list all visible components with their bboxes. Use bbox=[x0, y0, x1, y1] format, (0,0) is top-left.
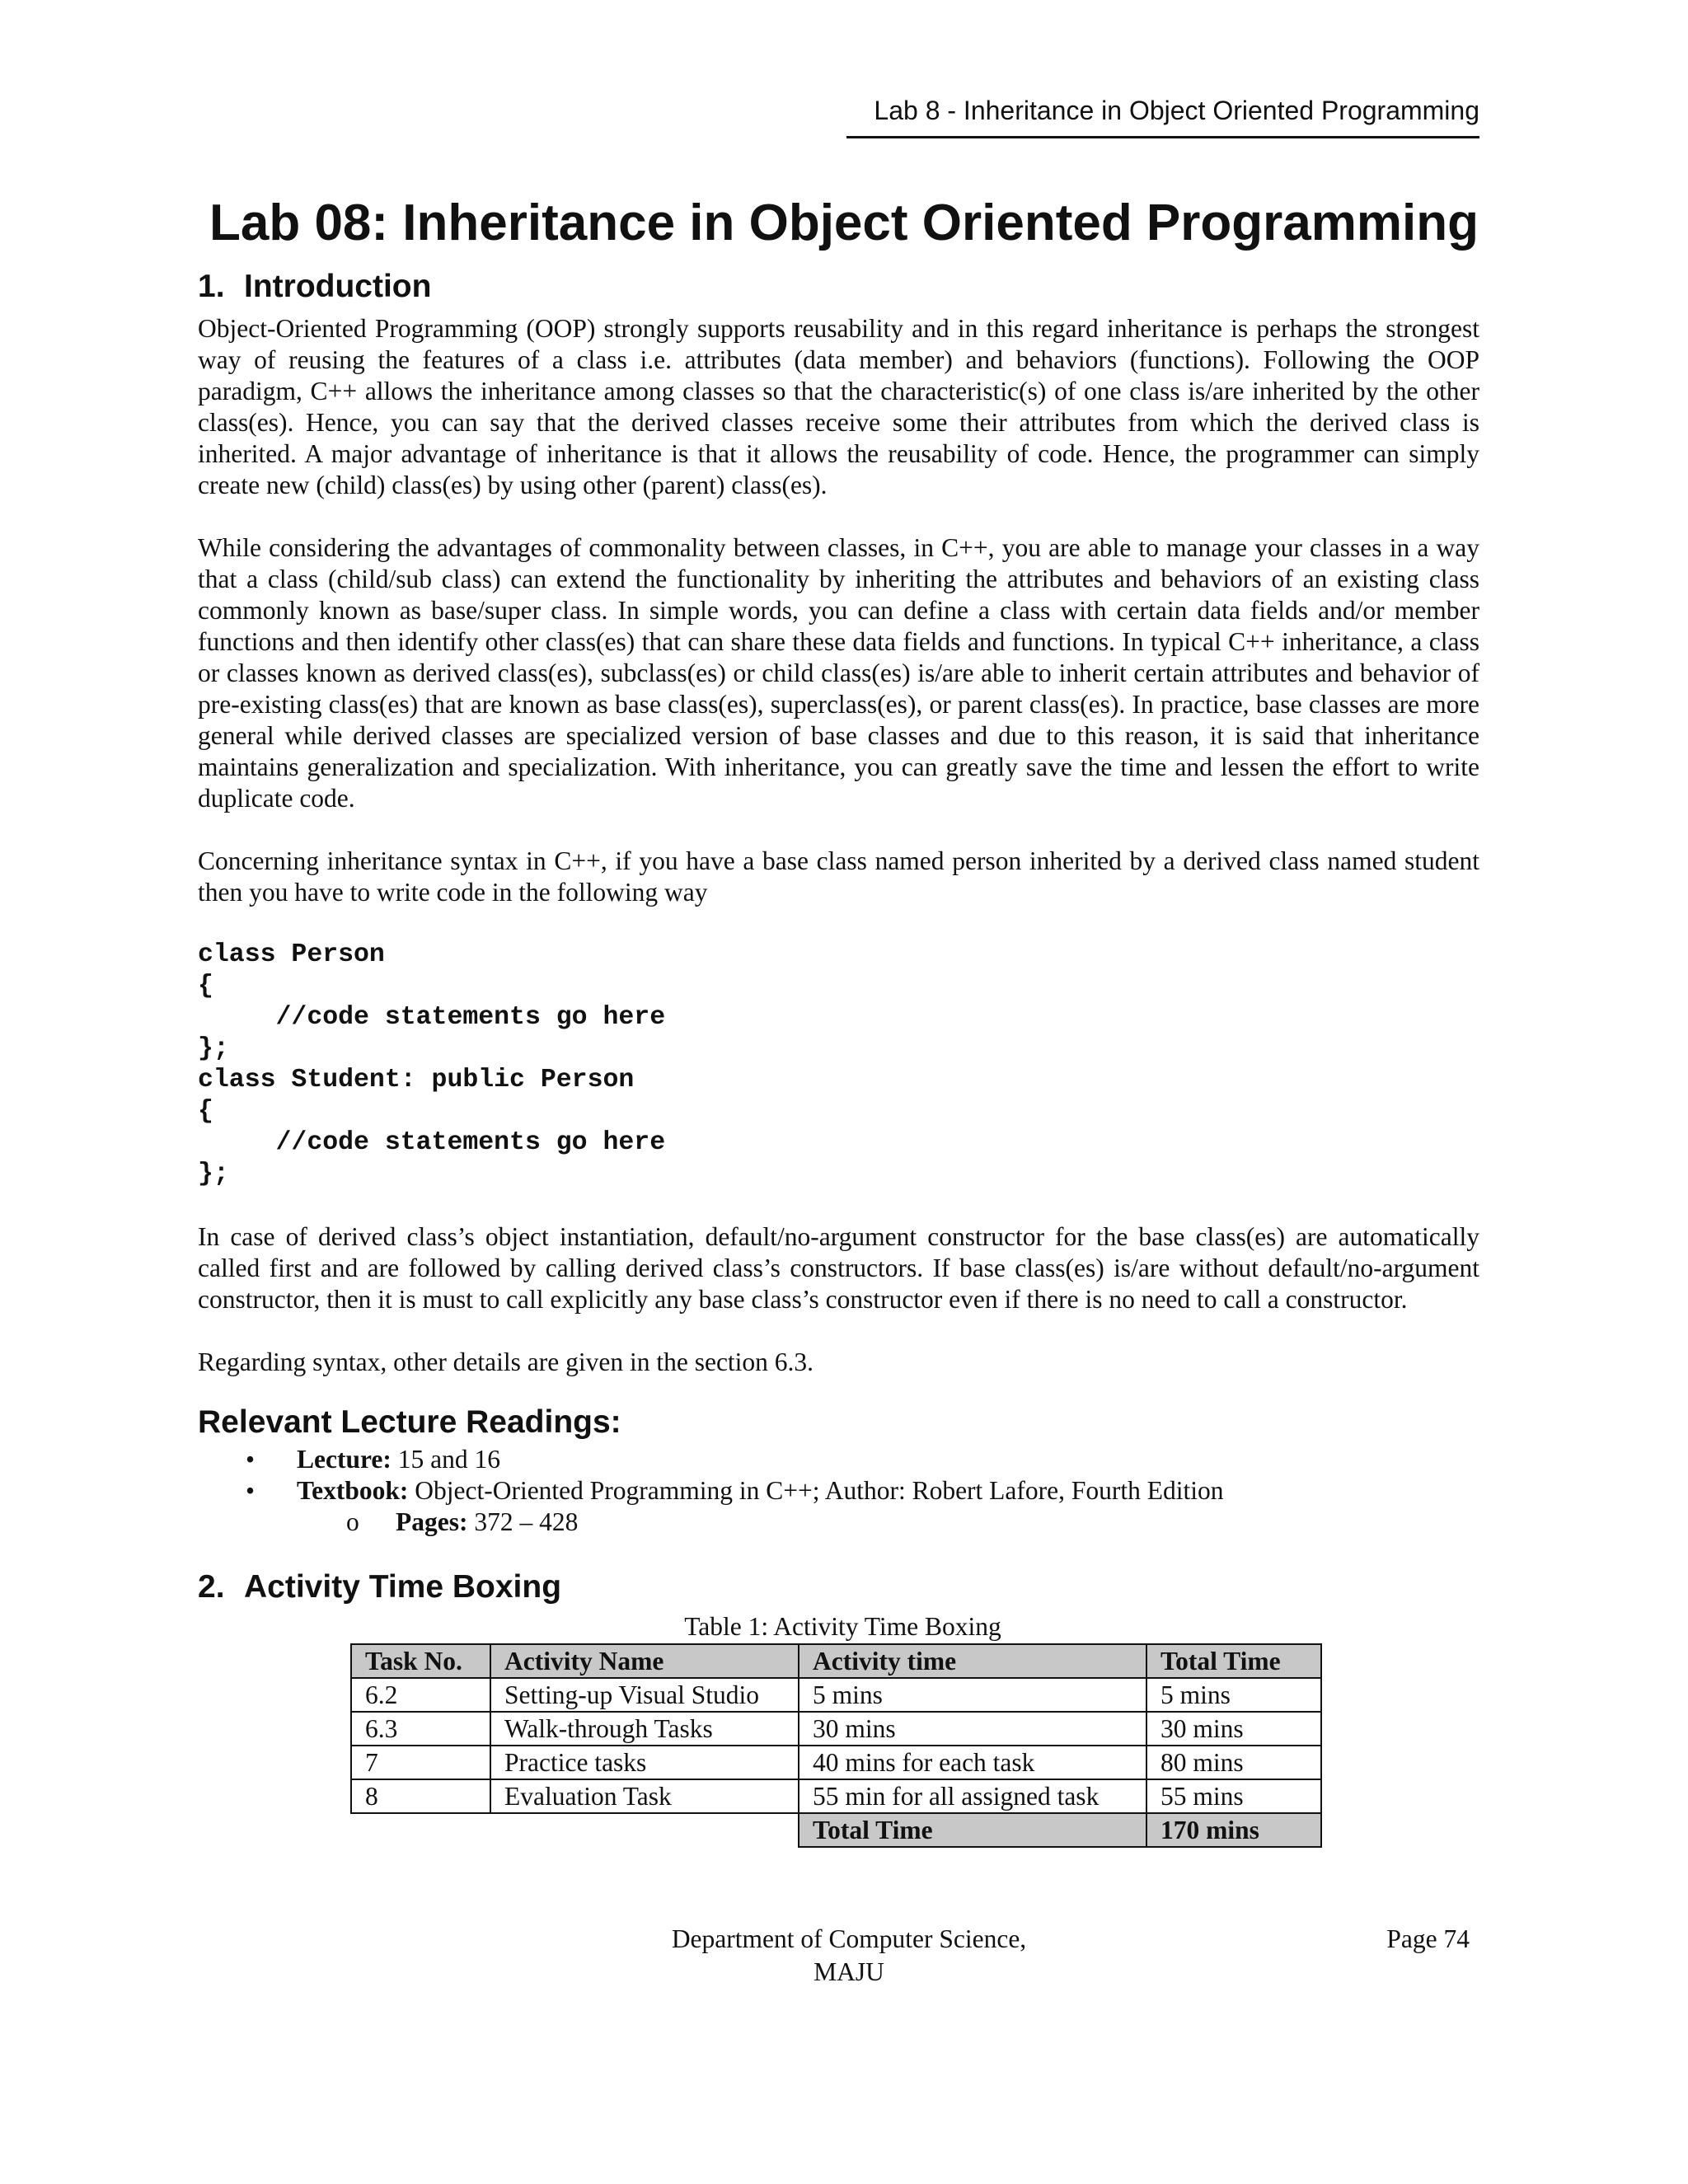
intro-paragraph-3: Concerning inheritance syntax in C++, if you have a base class named person inherited by a derived class named student then you have to write code in the following way bbox=[198, 846, 1479, 907]
intro-paragraph-1: Object-Oriented Programming (OOP) strongly supports reusability and in this regard inheritance is perhaps the strongest way of reusing the features of a class i.e. attributes (data member) and behaviors (functions). Following the OOP paradigm, C++ allows the inheritance among classes so that the characteristic(s) of one class is/are inherited by the other class(es). Hence, you can say that the derived classes receive some their attributes from which the derived class is inherited. A major advantage of inheritance is that it allows the reusability of code. Hence, the programmer can simply create new (child) class(es) by using other (parent) class(es). bbox=[198, 314, 1479, 499]
column-header: Task No. bbox=[351, 1644, 490, 1678]
table-cell: 30 mins bbox=[799, 1712, 1146, 1746]
footer-department bbox=[560, 1923, 1137, 1989]
section-number: 2. bbox=[198, 1569, 225, 1605]
page-number: Page 74 bbox=[1386, 1924, 1470, 1953]
column-header: Activity time bbox=[799, 1644, 1146, 1678]
table-cell: 30 mins bbox=[1146, 1712, 1321, 1746]
table-cell: Practice tasks bbox=[490, 1746, 799, 1779]
section-heading-introduction bbox=[198, 265, 1479, 308]
page-title: Lab 08: Inheritance in Object Oriented Programming bbox=[209, 194, 1479, 251]
textbook-value: Object-Oriented Programming in C++; Author: Robert Lafore, Fourth Edition bbox=[408, 1476, 1224, 1505]
table-row bbox=[351, 1712, 1321, 1746]
readings-list bbox=[198, 1444, 1479, 1507]
main-content bbox=[198, 265, 1479, 1848]
table-cell: 40 mins for each task bbox=[799, 1746, 1146, 1779]
table-cell: Evaluation Task bbox=[490, 1779, 799, 1813]
table-cell: 55 mins bbox=[1146, 1779, 1321, 1813]
column-header: Total Time bbox=[1146, 1644, 1321, 1678]
lecture-label: Lecture: bbox=[297, 1445, 392, 1474]
intro-paragraph-2: While considering the advantages of commonality between classes, in C++, you are able to manage your classes in a way that a class (child/sub class) can extend the functionality by inheriting the attributes and behaviors of an existing class commonly known as base/super class. In simple words, you can define a class with certain data fields and/or member functions and then identify other class(es) that can share these data fields and functions. In typical C++ inheritance, a class or classes known as derived class(es), subclass(es) or child class(es) is/are able to inherit certain attributes and behavior of pre-existing class(es) that are known as base class(es), superclass(es), or parent class(es). In practice, base classes are more general while derived classes are specialized version of base classes and due to this reason, it is said that inheritance maintains generalization and specialization. With inheritance, you can greatly save the time and lessen the effort to write duplicate code. bbox=[198, 533, 1479, 813]
total-label: Total Time bbox=[799, 1813, 1146, 1847]
table-cell: 6.3 bbox=[351, 1712, 490, 1746]
list-item bbox=[198, 1507, 1479, 1538]
table-row bbox=[351, 1746, 1321, 1779]
running-header: Lab 8 - Inheritance in Object Oriented Programming bbox=[846, 96, 1479, 138]
table-cell: 7 bbox=[351, 1746, 490, 1779]
pages-label: Pages: bbox=[396, 1507, 468, 1536]
table-total-row bbox=[351, 1813, 1321, 1847]
empty-cell bbox=[351, 1813, 799, 1847]
bullet-icon: • bbox=[246, 1476, 256, 1505]
list-item bbox=[198, 1475, 1479, 1507]
table-header-row bbox=[351, 1644, 1321, 1678]
intro-paragraph-5: Regarding syntax, other details are given in the section 6.3. bbox=[198, 1347, 814, 1376]
sub-bullet-icon: o bbox=[346, 1507, 359, 1536]
activity-table bbox=[350, 1643, 1322, 1848]
table-row bbox=[351, 1779, 1321, 1813]
section-title: Activity Time Boxing bbox=[244, 1569, 562, 1605]
footer-dept-line: Department of Computer Science, bbox=[671, 1924, 1027, 1953]
table-cell: 5 mins bbox=[799, 1678, 1146, 1712]
table-cell: 55 min for all assigned task bbox=[799, 1779, 1146, 1813]
footer-dept-line: MAJU bbox=[814, 1957, 884, 1986]
table-cell: Setting-up Visual Studio bbox=[490, 1678, 799, 1712]
code-snippet: class Person { //code statements go here }; class Student: public Person { //code statements go here }; bbox=[198, 940, 666, 1188]
section-number: 1. bbox=[198, 269, 225, 304]
table-cell: 6.2 bbox=[351, 1678, 490, 1712]
table-cell: Walk-through Tasks bbox=[490, 1712, 799, 1746]
readings-sublist bbox=[198, 1507, 1479, 1538]
lecture-value: 15 and 16 bbox=[391, 1445, 500, 1474]
section-heading-activity bbox=[198, 1566, 1479, 1609]
section-title: Introduction bbox=[244, 269, 432, 304]
list-item bbox=[198, 1444, 1479, 1475]
readings-heading: Relevant Lecture Readings: bbox=[198, 1404, 621, 1440]
table-row bbox=[351, 1678, 1321, 1712]
bullet-icon: • bbox=[246, 1445, 256, 1474]
table-cell: 5 mins bbox=[1146, 1678, 1321, 1712]
table-caption: Table 1: Activity Time Boxing bbox=[684, 1612, 1001, 1641]
table-cell: 8 bbox=[351, 1779, 490, 1813]
total-value: 170 mins bbox=[1146, 1813, 1321, 1847]
table-cell: 80 mins bbox=[1146, 1746, 1321, 1779]
textbook-label: Textbook: bbox=[297, 1476, 409, 1505]
intro-paragraph-4: In case of derived class’s object instantiation, default/no-argument constructor for the base class(es) are automatically called first and are followed by calling derived class’s constructors. If base class(es) is/are without default/no-argument constructor, then it is must to call explicitly any base class’s constructor even if there is no need to call a constructor. bbox=[198, 1222, 1479, 1314]
pages-value: 372 – 428 bbox=[467, 1507, 579, 1536]
column-header: Activity Name bbox=[490, 1644, 799, 1678]
